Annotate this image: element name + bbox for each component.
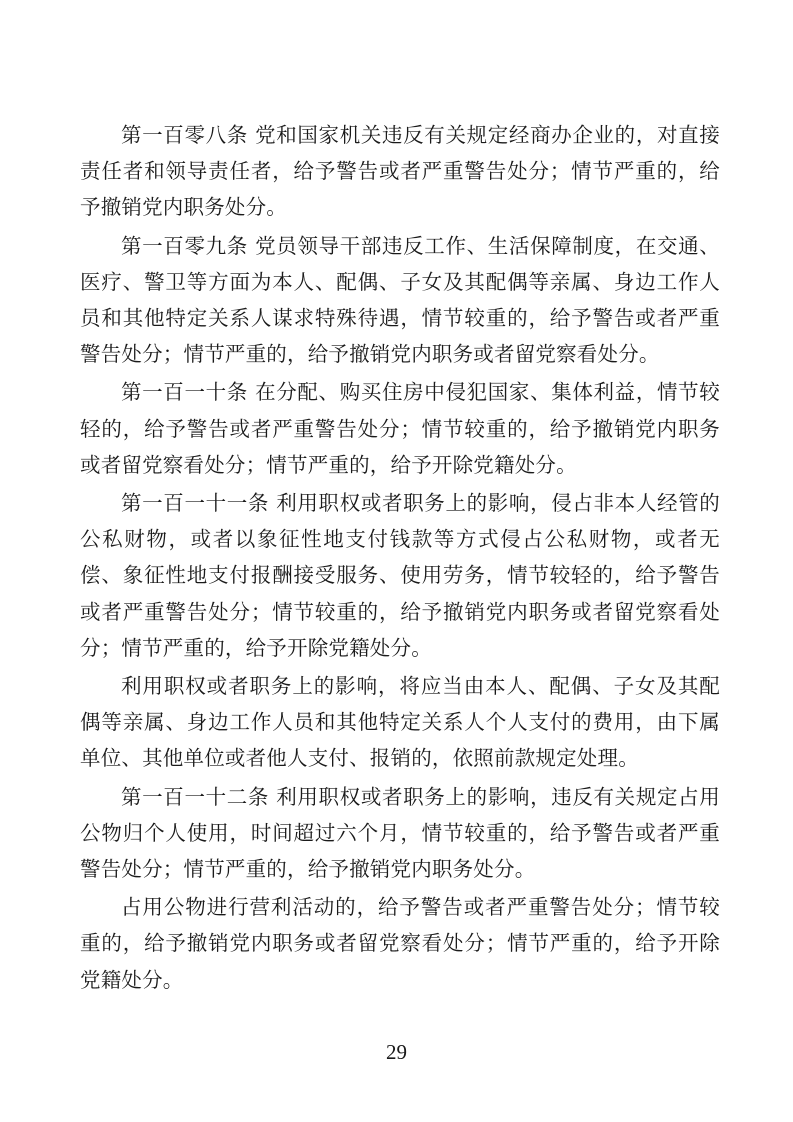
page-number: 29 [386,1040,407,1064]
article-112-continuation-paragraph: 占用公物进行营利活动的，给予警告或者严重警告处分；情节较重的，给予撤销党内职务或者留党察看处分；情节严重的，给予开除党籍处分。 [80,895,720,992]
article-108-paragraph: 第一百零八条 党和国家机关违反有关规定经商办企业的，对直接责任者和领导责任者，给予警告或者严重警告处分；情节严重的，给予撤销党内职务处分。 [80,123,720,220]
article-110-paragraph: 第一百一十条 在分配、购买住房中侵犯国家、集体利益，情节较轻的，给予警告或者严重警告处分；情节较重的，给予撤销党内职务或者留党察看处分；情节严重的，给予开除党籍处分。 [80,380,720,477]
article-112-paragraph: 第一百一十二条 利用职权或者职务上的影响，违反有关规定占用公物归个人使用，时间超过六个月，情节较重的，给予警告或者严重警告处分；情节严重的，给予撤销党内职务处分。 [80,784,720,882]
document-body [80,117,720,1000]
article-111-paragraph: 第一百一十一条 利用职权或者职务上的影响，侵占非本人经管的公私财物，或者以象征性地支付钱款等方式侵占公私财物，或者无偿、象征性地支付报酬接受服务、使用劳务，情节较轻的，给予警告或者严重警告处分；情节较重的，给予撤销党内职务或者留党察看处分；情节严重的，给予开除党籍处分。 [80,491,720,660]
article-111-continuation-paragraph: 利用职权或者职务上的影响，将应当由本人、配偶、子女及其配偶等亲属、身边工作人员和其他特定关系人个人支付的费用，由下属单位、其他单位或者他人支付、报销的，依照前款规定处理。 [80,674,720,771]
article-109-paragraph: 第一百零九条 党员领导干部违反工作、生活保障制度，在交通、医疗、警卫等方面为本人、配偶、子女及其配偶等亲属、身边工作人员和其他特定关系人谋求特殊待遇，情节较重的，给予警告或者严重警告处分；情节严重的，给予撤销党内职务或者留党察看处分。 [80,233,720,367]
